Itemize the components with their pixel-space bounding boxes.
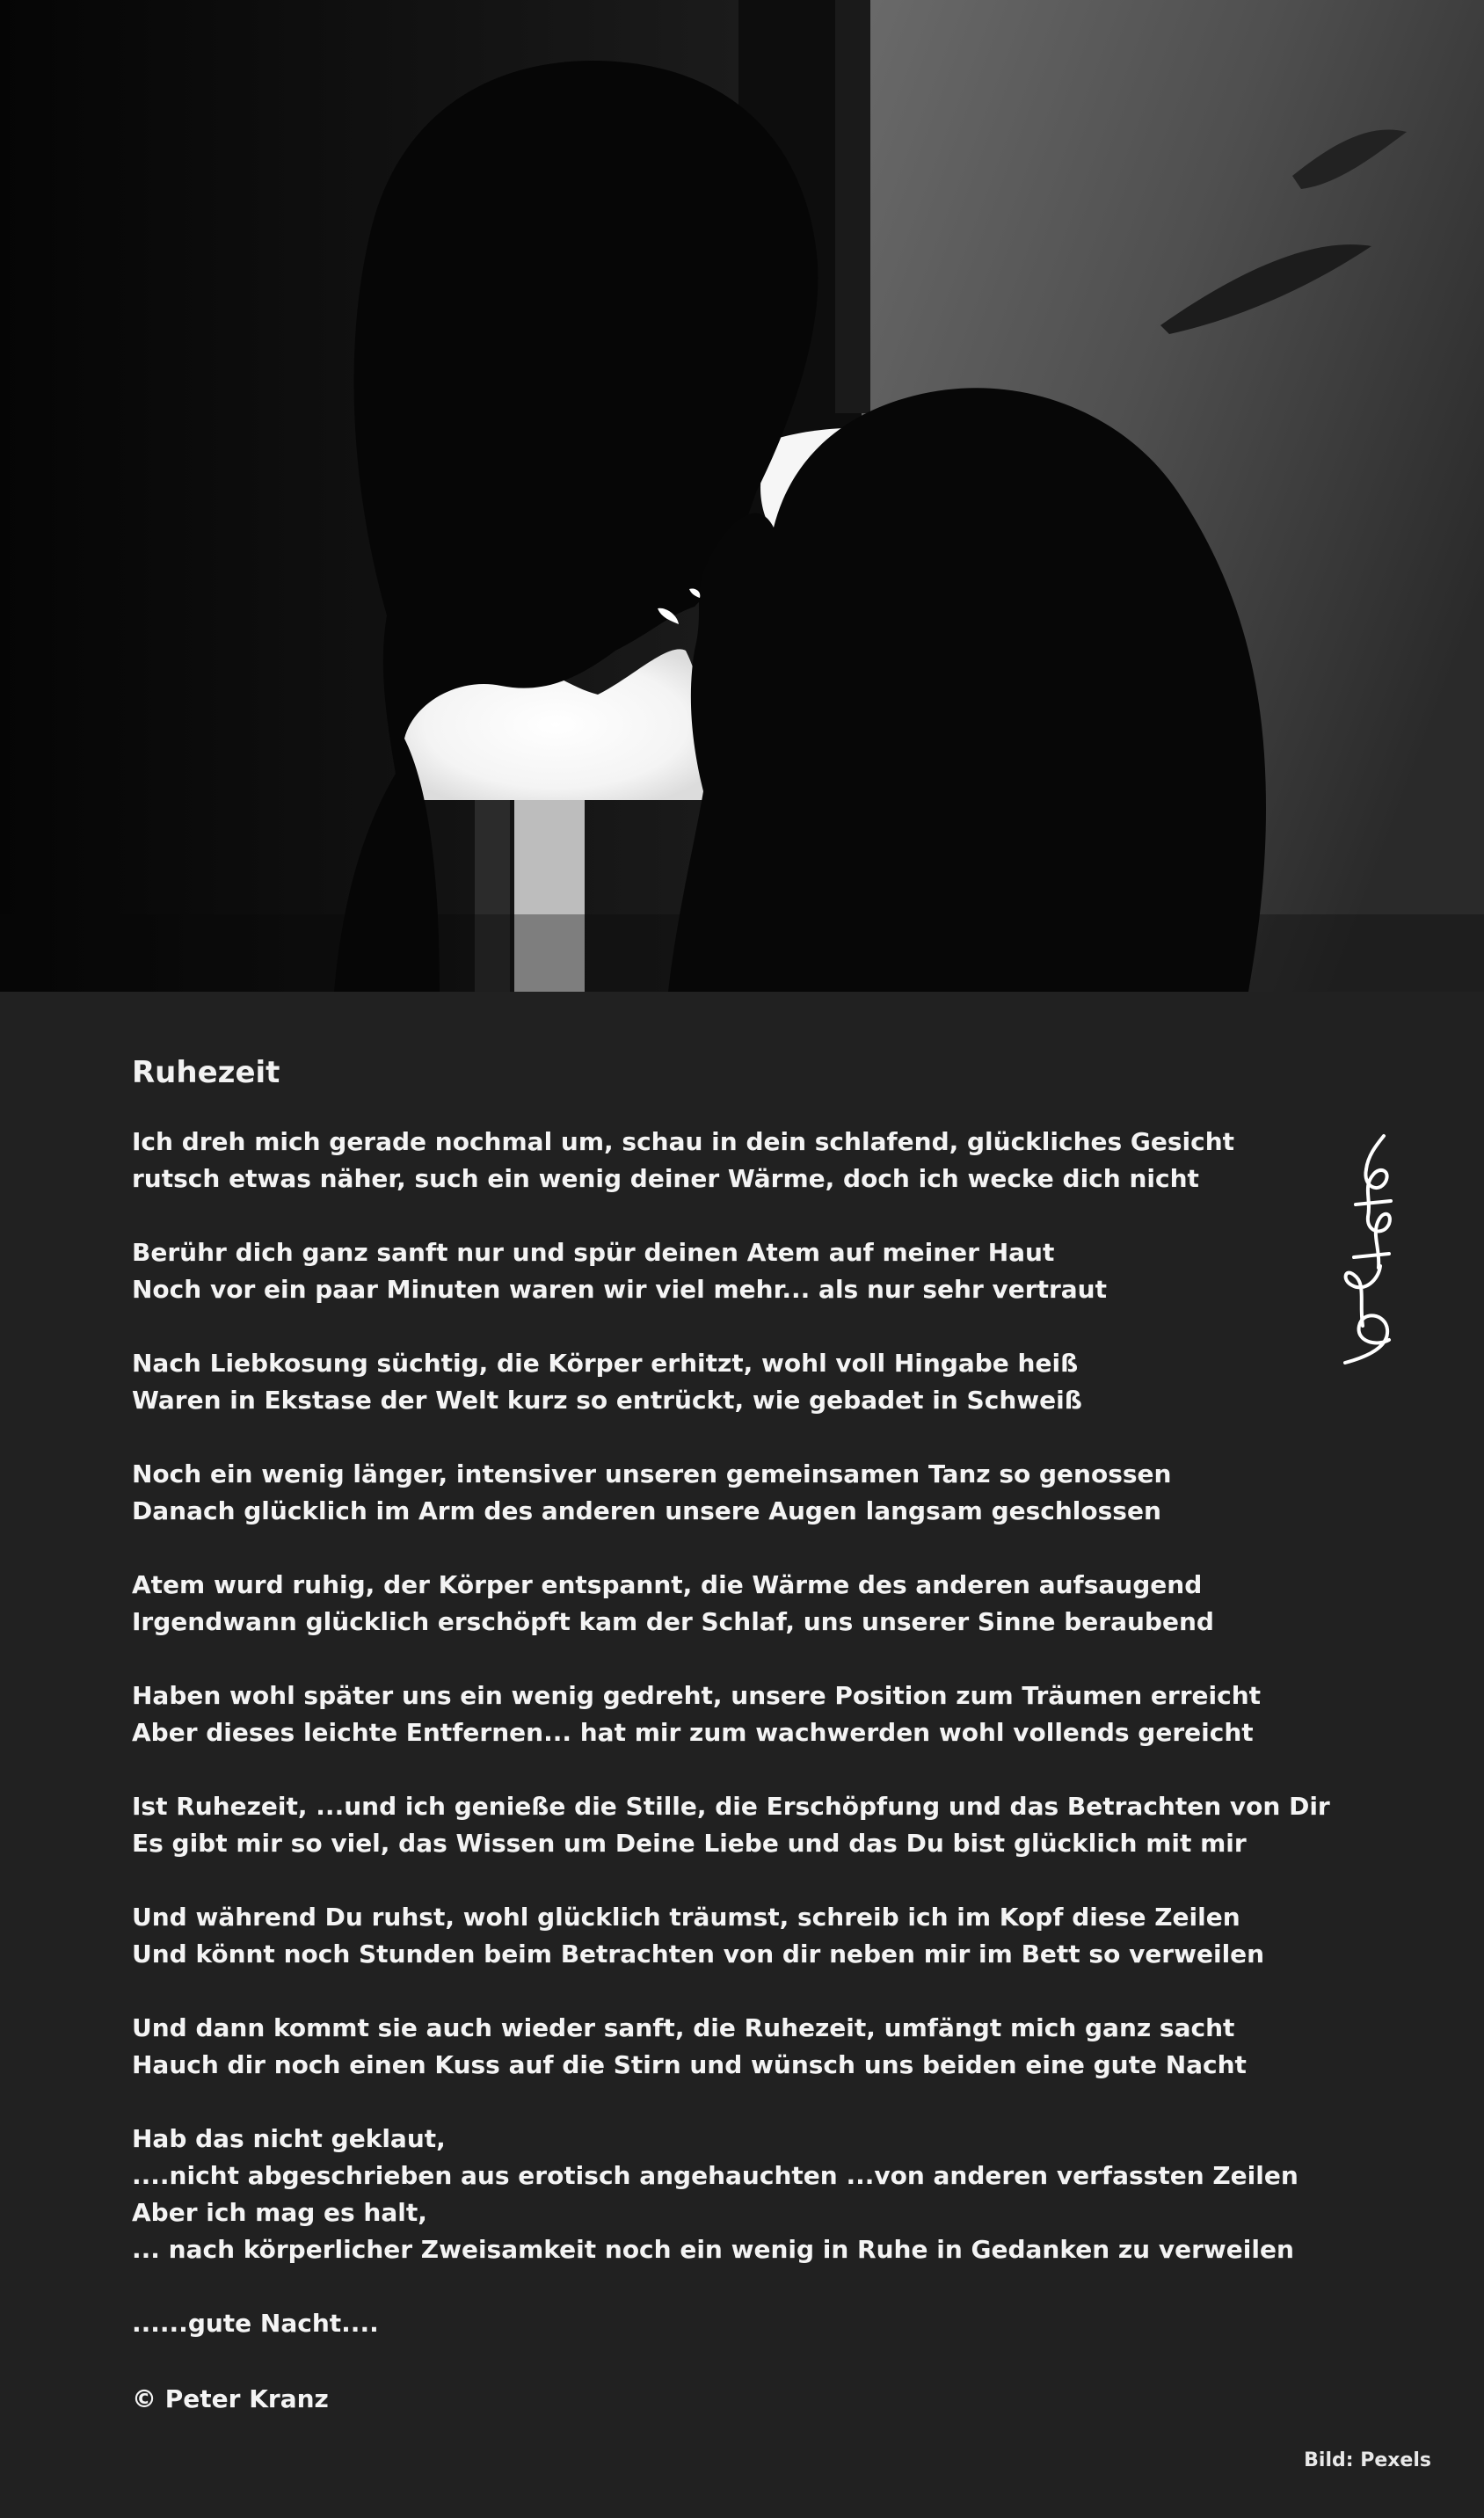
poem-line: Nach Liebkosung süchtig, die Körper erhitzt, wohl voll Hingabe heiß: [132, 1349, 1079, 1378]
stanza: [132, 1899, 1319, 1973]
poem-line: Und während Du ruhst, wohl glücklich träumst, schreib ich im Kopf diese Zeilen: [132, 1903, 1240, 1932]
stanza: [132, 1345, 1319, 1419]
poem-section: [0, 992, 1484, 2518]
poem-line: Danach glücklich im Arm des anderen unsere Augen langsam geschlossen: [132, 1496, 1161, 1525]
poem-line: Haben wohl später uns ein wenig gedreht, unsere Position zum Träumen erreicht: [132, 1681, 1262, 1710]
poem-line: Irgendwann glücklich erschöpft kam der Schlaf, uns unserer Sinne beraubend: [132, 1607, 1214, 1636]
stanza: [132, 1677, 1319, 1751]
poem-line: Noch vor ein paar Minuten waren wir viel mehr... als nur sehr vertraut: [132, 1275, 1107, 1304]
stanza: [132, 2305, 1319, 2342]
poem-line: ......gute Nacht....: [132, 2309, 379, 2338]
poem-line: Noch ein wenig länger, intensiver unseren gemeinsamen Tanz so genossen: [132, 1459, 1172, 1488]
stanza: [132, 2010, 1319, 2084]
poem-title: Ruhezeit: [132, 1055, 280, 1090]
poem-line: Hab das nicht geklaut,: [132, 2124, 446, 2153]
signature-logo: [1328, 1125, 1407, 1372]
poem-line: Es gibt mir so viel, das Wissen um Deine Liebe und das Du bist glücklich mit mir: [132, 1829, 1247, 1858]
poem-line: Und könnt noch Stunden beim Betrachten von dir neben mir im Bett so verweilen: [132, 1939, 1265, 1969]
couple-silhouette-photo: [0, 0, 1484, 992]
image-credit: Bild: Pexels: [1304, 2449, 1431, 2471]
poem-line: Aber dieses leichte Entfernen... hat mir zum wachwerden wohl vollends gereicht: [132, 1718, 1254, 1747]
poem-line: Berühr dich ganz sanft nur und spür deinen Atem auf meiner Haut: [132, 1238, 1055, 1267]
poem-line: Waren in Ekstase der Welt kurz so entrückt, wie gebadet in Schweiß: [132, 1386, 1082, 1415]
poem-line: Aber ich mag es halt,: [132, 2198, 427, 2227]
poem-line: ....nicht abgeschrieben aus erotisch angehauchten ...von anderen verfassten Zeilen: [132, 2161, 1298, 2190]
poem-body: [132, 1124, 1330, 2379]
poem-line: Und dann kommt sie auch wieder sanft, die Ruhezeit, umfängt mich ganz sacht: [132, 2013, 1235, 2042]
stanza: [132, 1567, 1319, 1641]
stanza: [132, 1456, 1319, 1530]
poem-line: ... nach körperlicher Zweisamkeit noch ein wenig in Ruhe in Gedanken zu verweilen: [132, 2235, 1294, 2264]
stanza: [132, 2121, 1319, 2268]
poem-line: Ist Ruhezeit, ...und ich genieße die Stille, die Erschöpfung und das Betrachten von Dir: [132, 1792, 1330, 1821]
stanza: [132, 1124, 1319, 1197]
poem-line: Ich dreh mich gerade nochmal um, schau in dein schlafend, glückliches Gesicht: [132, 1127, 1235, 1156]
copyright-notice: © Peter Kranz: [132, 2384, 329, 2413]
stanza: [132, 1788, 1330, 1862]
poem-line: rutsch etwas näher, such ein wenig deiner Wärme, doch ich wecke dich nicht: [132, 1164, 1199, 1193]
header-photo: [0, 0, 1484, 992]
poem-line: Hauch dir noch einen Kuss auf die Stirn und wünsch uns beiden eine gute Nacht: [132, 2050, 1247, 2079]
poem-line: Atem wurd ruhig, der Körper entspannt, die Wärme des anderen aufsaugend: [132, 1570, 1203, 1599]
window-frame: [835, 0, 870, 413]
stanza: [132, 1234, 1319, 1308]
